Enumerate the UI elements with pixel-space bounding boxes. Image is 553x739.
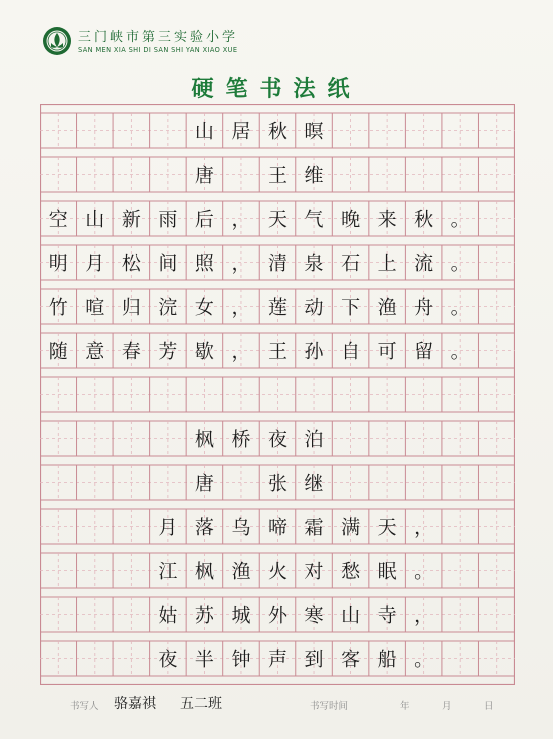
grid-char: 秋 [267,120,288,143]
year-label: 年 [400,701,410,712]
grid-char: 舟 [414,296,434,319]
grid-row [40,421,515,456]
grid-char: 山 [341,604,361,627]
grid-char: 居 [231,120,251,143]
grid-char: 张 [267,472,288,495]
month-label: 月 [442,701,452,712]
grid-row [40,465,515,500]
grid-char: 维 [304,164,324,187]
grid-char: 。 [414,648,434,671]
grid-char: 。 [450,252,470,275]
grid-char: 渔 [231,560,251,583]
grid-char: 流 [414,252,434,275]
grid-char: 姑 [158,604,178,627]
grid-char: 明 [48,252,68,275]
grid-char: ， [414,604,434,627]
grid-char: 山 [194,120,214,143]
grid-row [40,553,515,588]
school-emblem-icon [42,26,72,56]
grid-char: 眠 [377,560,397,583]
school-name-cn: 三门峡市第三实验小学 [78,30,239,45]
grid-row [40,157,515,192]
grid-char: 到 [304,648,324,671]
grid-char: 石 [341,252,361,275]
grid-char: 自 [341,340,361,363]
sheet-footer [40,694,515,718]
writing-grid [40,104,515,685]
grid-char: 孙 [304,340,324,363]
grid-char: 城 [231,604,251,627]
grid-char: 芳 [158,340,178,363]
time-label: 书写时间 [310,701,349,712]
grid-char: 归 [121,296,141,319]
grid-char: 意 [85,340,105,363]
grid-char: 可 [377,340,397,363]
grid-row [40,333,515,368]
grid-char: 雨 [158,208,178,231]
grid-char: 满 [341,516,361,539]
grid-char: 唐 [194,164,214,187]
grid-row [40,245,515,280]
grid-char: 来 [377,208,397,231]
grid-char: 喧 [85,296,105,319]
grid-char: 清 [267,252,288,275]
grid-char: 。 [450,296,470,319]
grid-char: 苏 [194,604,214,627]
grid-char: 莲 [267,296,288,319]
grid-char: 天 [377,516,397,539]
grid-char: 继 [304,472,324,495]
grid-char: 落 [194,516,214,539]
writer-label: 书写人 [70,701,99,712]
grid-char: 上 [377,252,397,275]
grid-char: 枫 [194,428,214,451]
grid-char: 动 [304,296,324,319]
grid-char: 松 [121,252,141,275]
grid-char: ， [231,252,251,275]
grid-char: ， [414,516,434,539]
grid-char: 天 [267,208,288,231]
school-name-en: SAN MEN XIA SHI DI SAN SHI YAN XIAO XUE [78,46,238,54]
class-value: 五二班 [180,696,222,712]
grid-char: 唐 [194,472,214,495]
grid-char: 船 [377,648,397,671]
grid-char: 声 [267,648,288,671]
grid-row [40,201,515,236]
grid-char: 竹 [48,296,68,319]
grid-char: 火 [267,560,288,583]
grid-row [40,597,515,632]
grid-char: 。 [414,560,434,583]
page-title: 硬笔书法纸 [191,77,362,102]
grid-row [40,377,515,412]
writer-value: 骆嘉祺 [114,696,156,712]
day-label: 日 [484,701,494,712]
grid-char: 照 [194,252,214,275]
grid-char: 晚 [341,208,361,231]
grid-char: 乌 [231,516,251,539]
grid-row [40,641,515,676]
grid-char: 山 [85,208,105,231]
grid-char: 随 [48,340,68,363]
grid-char: 客 [341,648,361,671]
grid-char: 寒 [304,604,324,627]
grid-char: 霜 [304,516,324,539]
grid-char: 歇 [194,340,214,363]
grid-char: 王 [267,164,288,187]
grid-char: 对 [304,560,324,583]
grid-char: 夜 [267,428,288,451]
grid-char: 啼 [267,516,288,539]
grid-char: 外 [267,604,288,627]
grid-char: ， [231,296,251,319]
grid-char: ， [231,208,251,231]
grid-row [40,509,515,544]
grid-char: 暝 [304,120,324,143]
grid-char: 愁 [341,560,361,583]
grid-char: 泊 [304,428,324,451]
grid-char: 寺 [377,604,397,627]
grid-char: 王 [267,340,288,363]
grid-char: 桥 [231,428,251,451]
grid-char: 下 [341,296,361,319]
grid-char: 间 [158,252,178,275]
grid-char: 枫 [194,560,214,583]
grid-char: 气 [304,208,324,231]
grid-char: 月 [85,252,105,275]
grid-char: 渔 [377,296,397,319]
grid-char: 留 [414,340,434,363]
grid-char: 。 [450,208,470,231]
grid-char: 新 [121,208,141,231]
grid-char: 空 [48,208,68,231]
grid-row [40,289,515,324]
grid-char: 浣 [158,296,178,319]
grid-char: 月 [158,516,178,539]
grid-char: 秋 [414,208,434,231]
grid-char: 。 [450,340,470,363]
grid-row [40,113,515,148]
grid-char: 女 [194,296,214,319]
grid-char: 春 [121,340,141,363]
grid-char: 泉 [304,252,324,275]
grid-char: 半 [194,648,214,671]
grid-char: 夜 [158,648,178,671]
grid-char: 钟 [231,648,251,671]
grid-char: ， [231,340,251,363]
grid-char: 江 [158,560,178,583]
grid-char: 后 [194,208,214,231]
